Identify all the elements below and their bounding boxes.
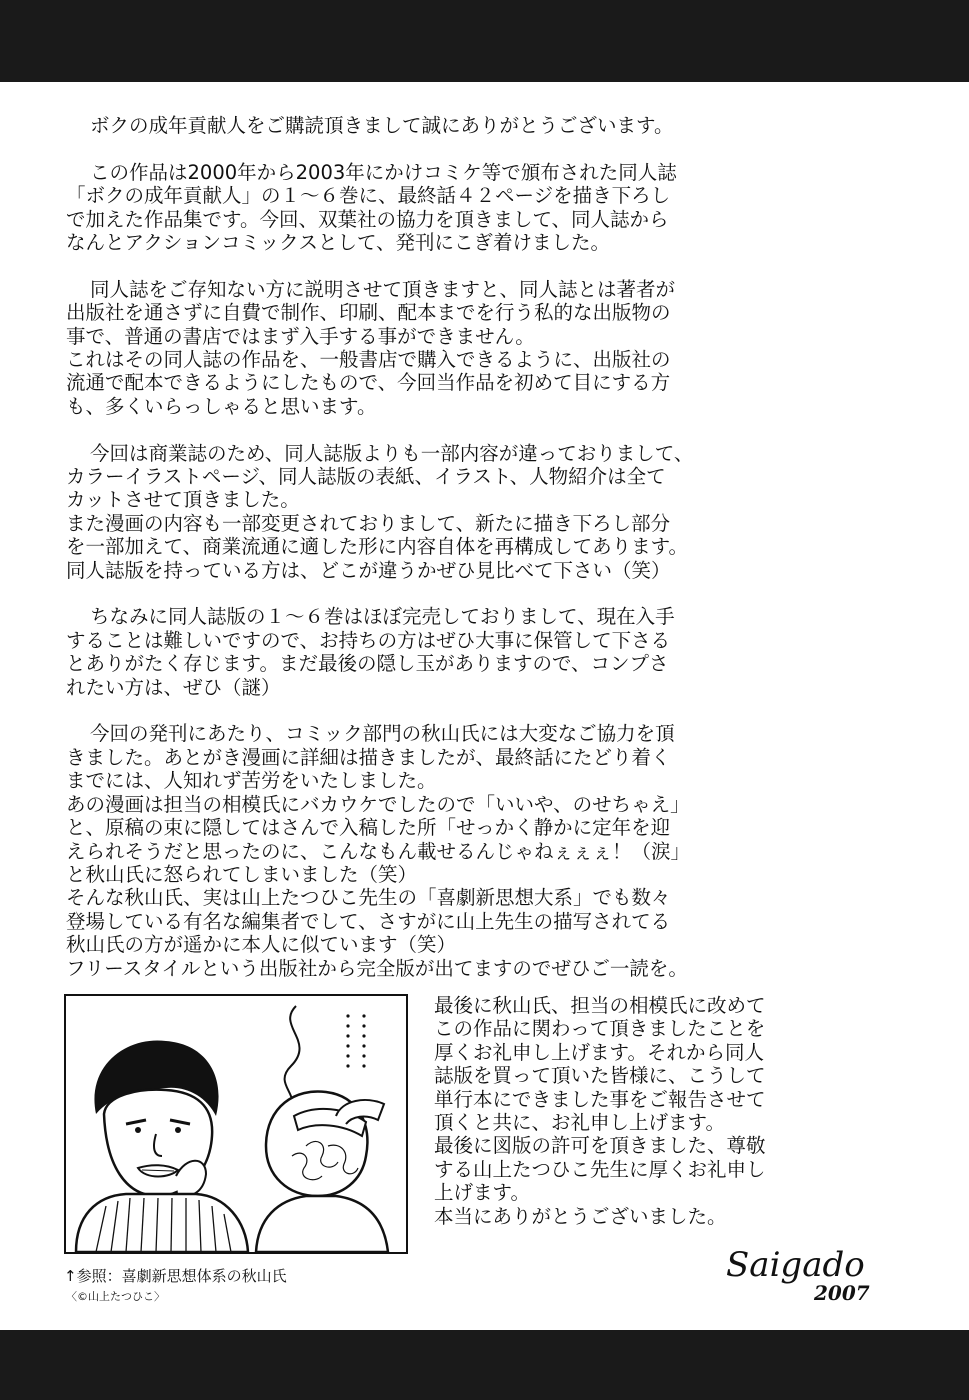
- text-line: えられそうだと思ったのに、こんなもん載せるんじゃねぇぇぇ！（涙」: [66, 839, 691, 863]
- top-black-bar: [0, 0, 969, 82]
- closing-line: 厚くお礼申し上げます。それから同人: [434, 1040, 764, 1064]
- text-line: で加えた作品集です。今回、双葉社の協力を頂きまして、同人誌から: [66, 207, 669, 231]
- text-line: れたい方は、ぜひ（謎）: [66, 675, 281, 699]
- text-line: 同人誌をご存知ない方に説明させて頂きますと、同人誌とは著者が: [90, 277, 676, 301]
- text-line: そんな秋山氏、実は山上たつひこ先生の「喜劇新思想大系」でも数々: [66, 886, 671, 910]
- paragraph: [66, 161, 906, 255]
- text-line: ボクの成年貢献人をご購読頂きまして誠にありがとうございます。: [90, 114, 674, 137]
- text-line: 「ボクの成年貢献人」の１～６巻に、最終話４２ページを描き下ろし: [66, 184, 671, 208]
- text-line: することは難しいですので、お持ちの方はぜひ大事に保管して下さる: [66, 628, 671, 652]
- text-line: フリースタイルという出版社から完全版が出てますのでぜひご一読を。: [66, 956, 688, 980]
- afterword-body: [66, 114, 906, 1003]
- paragraph: [66, 605, 906, 699]
- akiyama-sketch-icon: [66, 996, 406, 1252]
- text-line: とありがたく存じます。まだ最後の隠し玉がありますので、コンプさ: [66, 652, 669, 676]
- text-line: ちなみに同人誌版の１～６巻はほぼ完売しておりまして、現在入手: [90, 605, 675, 629]
- text-line: この作品は2000年から2003年にかけコミケ等で頒布された同人誌: [90, 160, 677, 184]
- text-line: 事で、普通の書店ではまず入手する事ができません。: [66, 324, 535, 348]
- paragraph: [66, 278, 906, 418]
- text-line: 出版社を通さずに自費で制作、印刷、配本までを行う私的な出版物の: [66, 301, 671, 325]
- author-signature: [722, 1236, 882, 1306]
- text-line: 登場している有名な編集者でして、さすがに山上先生の描写されてる: [66, 909, 671, 933]
- closing-line: する山上たつひこ先生に厚くお礼申し: [434, 1157, 766, 1181]
- text-line: 流通で配本できるようにしたもので、今回当作品を初めて目にする方: [66, 371, 671, 395]
- text-line: と秋山氏に怒られてしまいました（笑）: [66, 862, 418, 886]
- text-line: を一部加えて、商業流通に適した形に内容自体を再構成してあります。: [66, 535, 689, 559]
- text-line: きました。あとがき漫画に詳細は描きましたが、最終話にたどり着く: [66, 745, 671, 769]
- text-line: あの漫画は担当の相模氏にバカウケでしたので「いいや、のせちゃえ」: [66, 792, 690, 816]
- text-line: 今回の発刊にあたり、コミック部門の秋山氏には大変なご協力を頂: [90, 722, 675, 746]
- closing-remarks: [434, 994, 874, 1228]
- text-line: また漫画の内容も一部変更されておりまして、新たに描き下ろし部分: [66, 511, 671, 535]
- signature-name: Saigado: [726, 1245, 865, 1285]
- paragraph: [66, 722, 906, 979]
- text-line: なんとアクションコミックスとして、発刊にこぎ着けました。: [66, 231, 611, 255]
- signature-icon: [722, 1236, 882, 1306]
- paragraph: [66, 442, 906, 582]
- closing-line: この作品に関わって頂きましたことを: [434, 1017, 766, 1041]
- manga-illustration: [64, 994, 408, 1254]
- text-line: と、原稿の束に隠してはさんで入稿した所「せっかく静かに定年を迎: [66, 816, 671, 840]
- closing-line: 誌版を買って頂いた皆様に、こうして: [434, 1064, 766, 1088]
- closing-line: 最後に図版の許可を頂きました、尊敬: [434, 1134, 766, 1158]
- closing-line: 頂くと共に、お礼申し上げます。: [434, 1111, 725, 1135]
- text-line: までには、人知れず苦労をいたしました。: [66, 769, 437, 793]
- illustration-caption: ↑参照：喜劇新思想体系の秋山氏: [64, 1267, 287, 1285]
- text-line: カラーイラストページ、同人誌版の表紙、イラスト、人物紹介は全て: [66, 465, 666, 489]
- closing-line: 単行本にできました事をご報告させて: [434, 1087, 766, 1111]
- text-line: カットさせて頂きました。: [66, 488, 300, 512]
- closing-line: 最後に秋山氏、担当の相模氏に改めて: [434, 994, 766, 1017]
- illustration-credit: 〈©山上たつひこ〉: [66, 1290, 165, 1303]
- signature-year: 2007: [814, 1281, 870, 1305]
- text-line: 今回は商業誌のため、同人誌版よりも一部内容が違っておりまして、: [90, 441, 694, 465]
- bottom-black-bar: [0, 1330, 969, 1400]
- paragraph: [66, 114, 906, 137]
- closing-line: 本当にありがとうございました。: [434, 1204, 727, 1228]
- closing-line: 上げます。: [434, 1181, 530, 1205]
- text-line: も、多くいらっしゃると思います。: [66, 394, 377, 418]
- text-line: これはその同人誌の作品を、一般書店で購入できるように、出版社の: [66, 348, 671, 372]
- text-line: 秋山氏の方が遥かに本人に似ています（笑）: [66, 933, 457, 957]
- text-line: 同人誌版を持っている方は、どこが違うかぜひ見比べて下さい（笑）: [66, 558, 671, 582]
